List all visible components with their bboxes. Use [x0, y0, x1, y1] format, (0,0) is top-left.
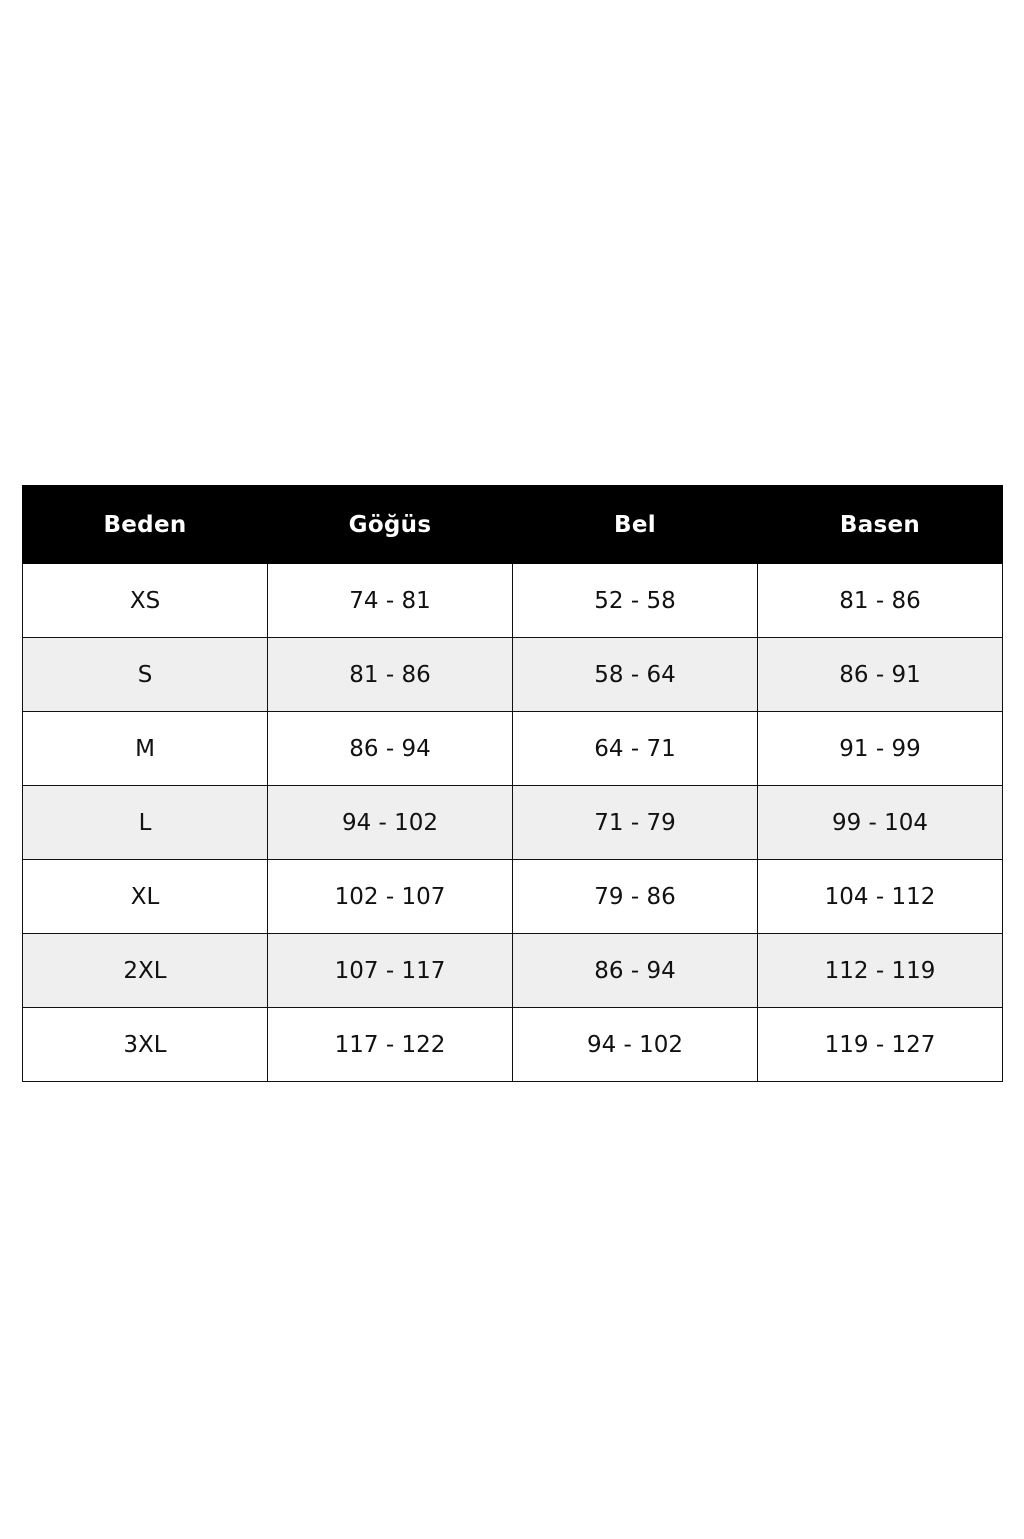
- column-header-beden: Beden: [23, 486, 268, 564]
- size-chart-table: [22, 485, 1003, 1082]
- cell-bel: 86 - 94: [513, 934, 758, 1008]
- table-row: [23, 712, 1003, 786]
- cell-basen: 119 - 127: [758, 1008, 1003, 1082]
- cell-basen: 99 - 104: [758, 786, 1003, 860]
- cell-beden: 2XL: [23, 934, 268, 1008]
- cell-gogus: 117 - 122: [268, 1008, 513, 1082]
- cell-gogus: 94 - 102: [268, 786, 513, 860]
- cell-basen: 112 - 119: [758, 934, 1003, 1008]
- cell-beden: XS: [23, 564, 268, 638]
- cell-bel: 52 - 58: [513, 564, 758, 638]
- cell-bel: 94 - 102: [513, 1008, 758, 1082]
- cell-bel: 58 - 64: [513, 638, 758, 712]
- table-row: [23, 638, 1003, 712]
- table-row: [23, 564, 1003, 638]
- cell-gogus: 107 - 117: [268, 934, 513, 1008]
- cell-gogus: 86 - 94: [268, 712, 513, 786]
- cell-beden: XL: [23, 860, 268, 934]
- cell-beden: L: [23, 786, 268, 860]
- cell-bel: 64 - 71: [513, 712, 758, 786]
- table-header-row: [23, 486, 1003, 564]
- cell-basen: 81 - 86: [758, 564, 1003, 638]
- cell-gogus: 102 - 107: [268, 860, 513, 934]
- cell-bel: 79 - 86: [513, 860, 758, 934]
- table-row: [23, 1008, 1003, 1082]
- cell-basen: 91 - 99: [758, 712, 1003, 786]
- table-row: [23, 786, 1003, 860]
- cell-gogus: 74 - 81: [268, 564, 513, 638]
- cell-beden: S: [23, 638, 268, 712]
- table-row: [23, 860, 1003, 934]
- cell-bel: 71 - 79: [513, 786, 758, 860]
- cell-beden: M: [23, 712, 268, 786]
- column-header-basen: Basen: [758, 486, 1003, 564]
- cell-basen: 104 - 112: [758, 860, 1003, 934]
- cell-basen: 86 - 91: [758, 638, 1003, 712]
- column-header-bel: Bel: [513, 486, 758, 564]
- cell-gogus: 81 - 86: [268, 638, 513, 712]
- cell-beden: 3XL: [23, 1008, 268, 1082]
- table-row: [23, 934, 1003, 1008]
- column-header-gogus: Göğüs: [268, 486, 513, 564]
- size-chart: [22, 485, 1002, 1082]
